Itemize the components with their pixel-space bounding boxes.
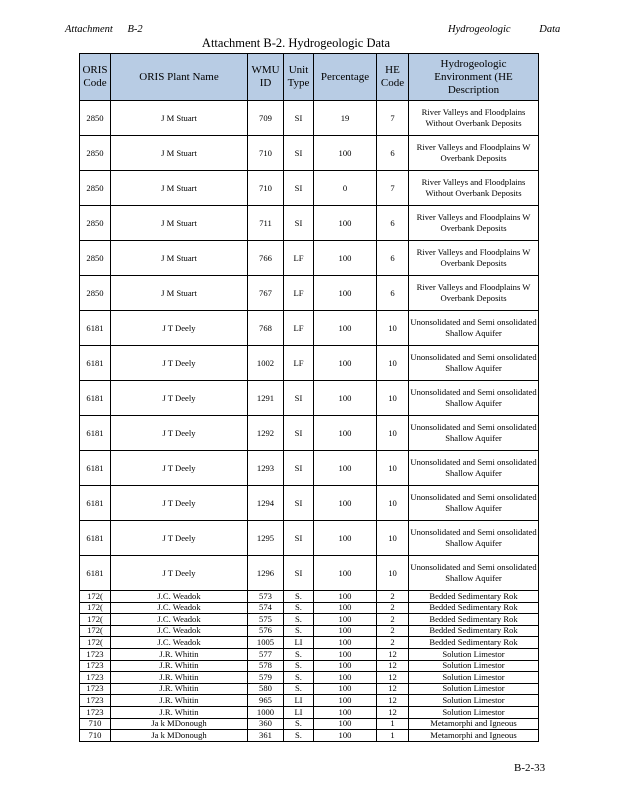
cell-oris-code: 710 [80, 730, 111, 742]
cell-plant-name: J.C. Weadok [111, 602, 248, 614]
col-header-oris-code: ORIS Code [80, 54, 111, 101]
table-header-row [80, 54, 539, 101]
cell-he-code: 6 [377, 206, 409, 241]
cell-unit-type: LF [284, 346, 314, 381]
cell-wmu-id: 768 [248, 311, 284, 346]
cell-oris-code: 6181 [80, 451, 111, 486]
page-title: Attachment B-2. Hydrogeologic Data [201, 36, 391, 50]
cell-environment: River Valleys and Floodplains W Overbank Deposits [409, 206, 539, 241]
cell-percentage: 0 [314, 171, 377, 206]
table-row [80, 602, 539, 614]
cell-unit-type: SI [284, 486, 314, 521]
cell-percentage: 100 [314, 718, 377, 730]
cell-environment: Unonsolidated and Semi onsolidated Shallow Aquifer [409, 451, 539, 486]
cell-environment: Unonsolidated and Semi onsolidated Shallow Aquifer [409, 416, 539, 451]
cell-oris-code: 172( [80, 637, 111, 649]
cell-oris-code: 2850 [80, 101, 111, 136]
cell-percentage: 100 [314, 637, 377, 649]
cell-oris-code: 1723 [80, 660, 111, 672]
table-row [80, 556, 539, 591]
header-attachment-id: B-2 [127, 24, 143, 35]
table-row [80, 706, 539, 718]
cell-unit-type: SI [284, 521, 314, 556]
cell-plant-name: J.C. Weadok [111, 591, 248, 603]
cell-unit-type: LI [284, 706, 314, 718]
cell-unit-type: S. [284, 730, 314, 742]
cell-he-code: 12 [377, 706, 409, 718]
cell-unit-type: SI [284, 206, 314, 241]
cell-percentage: 19 [314, 101, 377, 136]
cell-oris-code: 1723 [80, 695, 111, 707]
table-row [80, 451, 539, 486]
cell-percentage: 100 [314, 311, 377, 346]
cell-wmu-id: 1295 [248, 521, 284, 556]
cell-environment: Bedded Sedimentary Rok [409, 602, 539, 614]
cell-percentage: 100 [314, 648, 377, 660]
cell-environment: Bedded Sedimentary Rok [409, 625, 539, 637]
cell-unit-type: S. [284, 660, 314, 672]
cell-he-code: 10 [377, 451, 409, 486]
cell-wmu-id: 360 [248, 718, 284, 730]
cell-he-code: 6 [377, 136, 409, 171]
cell-wmu-id: 711 [248, 206, 284, 241]
cell-oris-code: 1723 [80, 683, 111, 695]
cell-percentage: 100 [314, 556, 377, 591]
cell-plant-name: J T Deely [111, 416, 248, 451]
cell-percentage: 100 [314, 451, 377, 486]
cell-environment: Bedded Sedimentary Rok [409, 591, 539, 603]
cell-wmu-id: 1293 [248, 451, 284, 486]
cell-he-code: 2 [377, 591, 409, 603]
cell-wmu-id: 575 [248, 614, 284, 626]
cell-oris-code: 710 [80, 718, 111, 730]
cell-plant-name: J.R. Whitin [111, 672, 248, 684]
cell-unit-type: LF [284, 311, 314, 346]
cell-he-code: 6 [377, 276, 409, 311]
cell-oris-code: 2850 [80, 171, 111, 206]
cell-wmu-id: 1000 [248, 706, 284, 718]
cell-unit-type: S. [284, 602, 314, 614]
cell-plant-name: J.C. Weadok [111, 614, 248, 626]
cell-wmu-id: 710 [248, 171, 284, 206]
cell-wmu-id: 574 [248, 602, 284, 614]
cell-wmu-id: 709 [248, 101, 284, 136]
hydrogeologic-data-table [79, 53, 539, 742]
cell-wmu-id: 1291 [248, 381, 284, 416]
cell-plant-name: J.R. Whitin [111, 648, 248, 660]
table-row [80, 206, 539, 241]
cell-plant-name: J.R. Whitin [111, 706, 248, 718]
table-row [80, 683, 539, 695]
cell-percentage: 100 [314, 683, 377, 695]
col-header-environment: Hydrogeologic Environment (HE Description [409, 54, 539, 101]
table-row [80, 486, 539, 521]
cell-oris-code: 172( [80, 602, 111, 614]
cell-oris-code: 1723 [80, 706, 111, 718]
cell-he-code: 10 [377, 346, 409, 381]
cell-he-code: 7 [377, 101, 409, 136]
cell-percentage: 100 [314, 486, 377, 521]
cell-percentage: 100 [314, 206, 377, 241]
cell-percentage: 100 [314, 381, 377, 416]
cell-he-code: 6 [377, 241, 409, 276]
table-row [80, 637, 539, 649]
cell-plant-name: J M Stuart [111, 276, 248, 311]
cell-wmu-id: 1002 [248, 346, 284, 381]
cell-environment: River Valleys and Floodplains Without Overbank Deposits [409, 101, 539, 136]
cell-unit-type: LI [284, 695, 314, 707]
cell-plant-name: J T Deely [111, 311, 248, 346]
cell-he-code: 10 [377, 381, 409, 416]
cell-wmu-id: 578 [248, 660, 284, 672]
cell-unit-type: SI [284, 136, 314, 171]
cell-he-code: 12 [377, 672, 409, 684]
cell-unit-type: S. [284, 591, 314, 603]
table-row [80, 521, 539, 556]
cell-percentage: 100 [314, 241, 377, 276]
table-row [80, 718, 539, 730]
cell-percentage: 100 [314, 614, 377, 626]
col-header-percentage: Percentage [314, 54, 377, 101]
table-row [80, 614, 539, 626]
table-row [80, 171, 539, 206]
cell-plant-name: J T Deely [111, 521, 248, 556]
cell-he-code: 1 [377, 730, 409, 742]
cell-plant-name: J M Stuart [111, 171, 248, 206]
cell-wmu-id: 1005 [248, 637, 284, 649]
cell-oris-code: 172( [80, 614, 111, 626]
cell-unit-type: S. [284, 648, 314, 660]
cell-he-code: 2 [377, 602, 409, 614]
table-row [80, 648, 539, 660]
cell-unit-type: LI [284, 637, 314, 649]
table-row [80, 695, 539, 707]
cell-he-code: 2 [377, 625, 409, 637]
cell-unit-type: S. [284, 683, 314, 695]
cell-wmu-id: 767 [248, 276, 284, 311]
cell-he-code: 1 [377, 718, 409, 730]
cell-plant-name: J T Deely [111, 451, 248, 486]
cell-environment: Unonsolidated and Semi onsolidated Shallow Aquifer [409, 486, 539, 521]
cell-environment: Bedded Sedimentary Rok [409, 637, 539, 649]
table-row [80, 416, 539, 451]
cell-unit-type: SI [284, 101, 314, 136]
table-row [80, 276, 539, 311]
cell-wmu-id: 576 [248, 625, 284, 637]
cell-percentage: 100 [314, 346, 377, 381]
cell-plant-name: J.R. Whitin [111, 695, 248, 707]
cell-wmu-id: 1294 [248, 486, 284, 521]
cell-percentage: 100 [314, 276, 377, 311]
cell-plant-name: J.R. Whitin [111, 683, 248, 695]
cell-environment: Unonsolidated and Semi onsolidated Shallow Aquifer [409, 346, 539, 381]
cell-wmu-id: 710 [248, 136, 284, 171]
cell-environment: River Valleys and Floodplains W Overbank Deposits [409, 136, 539, 171]
table-row [80, 241, 539, 276]
cell-percentage: 100 [314, 625, 377, 637]
cell-environment: Solution Limestor [409, 660, 539, 672]
col-header-wmu-id: WMU ID [248, 54, 284, 101]
cell-plant-name: J.C. Weadok [111, 637, 248, 649]
cell-percentage: 100 [314, 416, 377, 451]
cell-environment: Metamorphi and Igneous [409, 730, 539, 742]
cell-wmu-id: 580 [248, 683, 284, 695]
header-topic-1: Hydrogeologic [448, 24, 511, 35]
cell-oris-code: 1723 [80, 672, 111, 684]
cell-percentage: 100 [314, 602, 377, 614]
cell-wmu-id: 577 [248, 648, 284, 660]
table-row [80, 660, 539, 672]
cell-plant-name: J T Deely [111, 381, 248, 416]
cell-environment: Unonsolidated and Semi onsolidated Shallow Aquifer [409, 381, 539, 416]
cell-environment: Solution Limestor [409, 672, 539, 684]
col-header-unit-type: Unit Type [284, 54, 314, 101]
cell-wmu-id: 965 [248, 695, 284, 707]
cell-oris-code: 1723 [80, 648, 111, 660]
running-header-left [65, 24, 155, 35]
cell-percentage: 100 [314, 730, 377, 742]
cell-unit-type: S. [284, 614, 314, 626]
cell-he-code: 2 [377, 614, 409, 626]
cell-oris-code: 6181 [80, 521, 111, 556]
cell-environment: Unonsolidated and Semi onsolidated Shallow Aquifer [409, 311, 539, 346]
cell-percentage: 100 [314, 136, 377, 171]
cell-unit-type: SI [284, 171, 314, 206]
table-row [80, 672, 539, 684]
cell-oris-code: 172( [80, 625, 111, 637]
table-row [80, 311, 539, 346]
cell-environment: Solution Limestor [409, 695, 539, 707]
cell-unit-type: SI [284, 381, 314, 416]
cell-plant-name: J T Deely [111, 486, 248, 521]
cell-oris-code: 6181 [80, 416, 111, 451]
cell-plant-name: J T Deely [111, 556, 248, 591]
cell-percentage: 100 [314, 660, 377, 672]
table-row [80, 625, 539, 637]
cell-environment: River Valleys and Floodplains Without Overbank Deposits [409, 171, 539, 206]
cell-unit-type: SI [284, 556, 314, 591]
cell-unit-type: SI [284, 416, 314, 451]
cell-he-code: 12 [377, 683, 409, 695]
cell-oris-code: 6181 [80, 311, 111, 346]
cell-percentage: 100 [314, 706, 377, 718]
cell-oris-code: 2850 [80, 206, 111, 241]
cell-unit-type: S. [284, 718, 314, 730]
cell-environment: Unonsolidated and Semi onsolidated Shallow Aquifer [409, 556, 539, 591]
table-body [80, 101, 539, 742]
cell-wmu-id: 766 [248, 241, 284, 276]
cell-oris-code: 6181 [80, 381, 111, 416]
cell-oris-code: 6181 [80, 556, 111, 591]
table-row [80, 381, 539, 416]
cell-unit-type: S. [284, 672, 314, 684]
cell-oris-code: 2850 [80, 241, 111, 276]
cell-environment: Solution Limestor [409, 648, 539, 660]
cell-oris-code: 172( [80, 591, 111, 603]
cell-environment: River Valleys and Floodplains W Overbank Deposits [409, 241, 539, 276]
cell-percentage: 100 [314, 591, 377, 603]
table-row [80, 136, 539, 171]
cell-plant-name: J M Stuart [111, 101, 248, 136]
cell-plant-name: J M Stuart [111, 241, 248, 276]
cell-environment: River Valleys and Floodplains W Overbank Deposits [409, 276, 539, 311]
cell-unit-type: LF [284, 276, 314, 311]
cell-plant-name: J M Stuart [111, 136, 248, 171]
cell-wmu-id: 361 [248, 730, 284, 742]
cell-he-code: 2 [377, 637, 409, 649]
cell-unit-type: S. [284, 625, 314, 637]
cell-environment: Solution Limestor [409, 683, 539, 695]
col-header-he-code: HE Code [377, 54, 409, 101]
cell-wmu-id: 573 [248, 591, 284, 603]
cell-wmu-id: 1296 [248, 556, 284, 591]
cell-plant-name: J M Stuart [111, 206, 248, 241]
table-row [80, 101, 539, 136]
header-attachment-label: Attachment [65, 24, 113, 35]
cell-he-code: 10 [377, 521, 409, 556]
cell-oris-code: 6181 [80, 486, 111, 521]
cell-plant-name: J T Deely [111, 346, 248, 381]
table-row [80, 346, 539, 381]
cell-he-code: 12 [377, 695, 409, 707]
cell-environment: Metamorphi and Igneous [409, 718, 539, 730]
cell-plant-name: Ja k MDonough [111, 718, 248, 730]
running-header-right [448, 24, 560, 35]
cell-plant-name: J.C. Weadok [111, 625, 248, 637]
cell-he-code: 10 [377, 486, 409, 521]
page-number: B-2-33 [514, 762, 546, 774]
table-row [80, 591, 539, 603]
table-row [80, 730, 539, 742]
cell-oris-code: 2850 [80, 136, 111, 171]
col-header-plant-name: ORIS Plant Name [111, 54, 248, 101]
cell-wmu-id: 1292 [248, 416, 284, 451]
cell-wmu-id: 579 [248, 672, 284, 684]
cell-oris-code: 6181 [80, 346, 111, 381]
cell-he-code: 12 [377, 660, 409, 672]
cell-percentage: 100 [314, 672, 377, 684]
cell-environment: Solution Limestor [409, 706, 539, 718]
cell-plant-name: J.R. Whitin [111, 660, 248, 672]
cell-he-code: 10 [377, 416, 409, 451]
cell-environment: Bedded Sedimentary Rok [409, 614, 539, 626]
cell-unit-type: LF [284, 241, 314, 276]
cell-he-code: 12 [377, 648, 409, 660]
cell-he-code: 10 [377, 556, 409, 591]
header-topic-2: Data [539, 24, 561, 35]
cell-he-code: 10 [377, 311, 409, 346]
cell-he-code: 7 [377, 171, 409, 206]
cell-environment: Unonsolidated and Semi onsolidated Shallow Aquifer [409, 521, 539, 556]
cell-percentage: 100 [314, 521, 377, 556]
cell-percentage: 100 [314, 695, 377, 707]
cell-plant-name: Ja k MDonough [111, 730, 248, 742]
cell-oris-code: 2850 [80, 276, 111, 311]
cell-unit-type: SI [284, 451, 314, 486]
